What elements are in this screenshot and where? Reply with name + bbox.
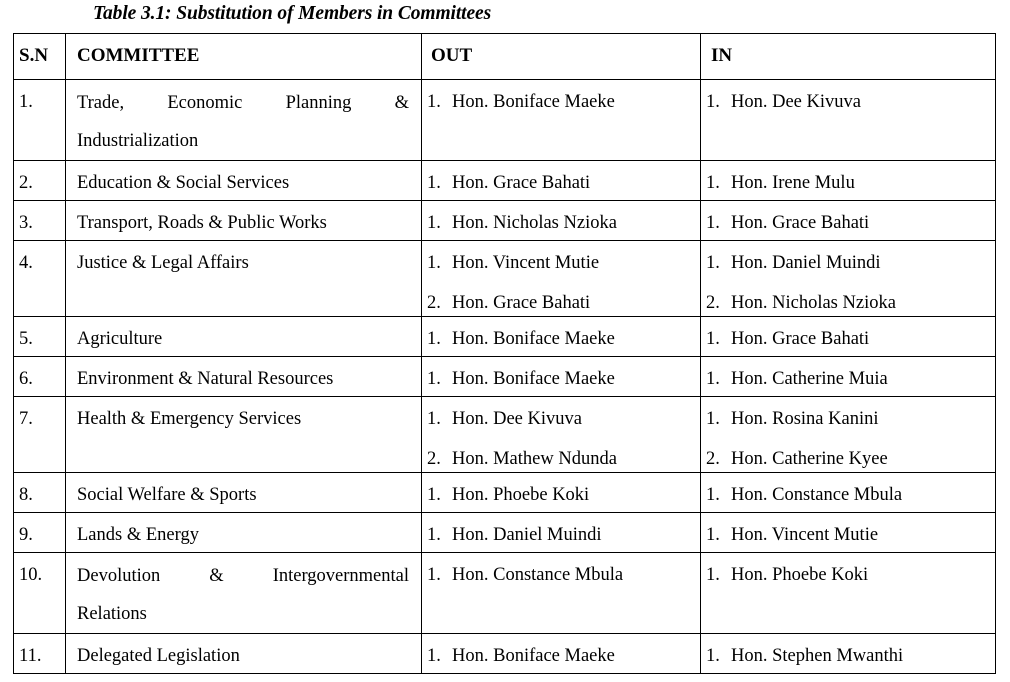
- table-row: [14, 397, 996, 473]
- cell-committee: [66, 241, 422, 317]
- outgoing-member-name: Hon. Grace Bahati: [452, 173, 591, 193]
- list-item-number: 1.: [427, 646, 441, 666]
- committee-name-line: Relations: [77, 604, 147, 624]
- cell-serial-number: [14, 241, 66, 317]
- cell-committee: [66, 553, 422, 634]
- outgoing-member-name: Hon. Boniface Maeke: [452, 646, 615, 666]
- incoming-member-name: Hon. Vincent Mutie: [731, 525, 879, 545]
- incoming-member-name: Hon. Rosina Kanini: [731, 409, 879, 429]
- cell-serial-number: [14, 473, 66, 513]
- serial-number-value: 7.: [19, 409, 33, 429]
- cell-in: [701, 553, 996, 634]
- list-item-number: 1.: [427, 369, 441, 389]
- list-item-number: 2.: [706, 449, 720, 469]
- cell-committee: [66, 80, 422, 161]
- table-row: [14, 317, 996, 357]
- column-header-sn-label: S.N: [19, 45, 49, 66]
- table-row: [14, 161, 996, 201]
- list-item: [422, 170, 700, 196]
- list-item-number: 1.: [427, 329, 441, 349]
- table-header-row: [14, 34, 996, 80]
- outgoing-member-name: Hon. Boniface Maeke: [452, 92, 615, 112]
- serial-number-value: 9.: [19, 525, 33, 545]
- cell-serial-number: [14, 161, 66, 201]
- serial-number-value: 5.: [19, 329, 33, 349]
- cell-in-list: [701, 80, 995, 115]
- cell-out: [422, 241, 701, 317]
- cell-serial-number: [14, 553, 66, 634]
- cell-in-list: [701, 397, 995, 472]
- list-item: [701, 170, 995, 196]
- serial-number-value: 2.: [19, 173, 33, 193]
- list-item-number: 1.: [427, 525, 441, 545]
- incoming-member-name: Hon. Irene Mulu: [731, 173, 855, 193]
- cell-in-list: [701, 161, 995, 196]
- cell-in-list: [701, 357, 995, 392]
- committee-name-line: Agriculture: [77, 329, 163, 349]
- cell-in: [701, 473, 996, 513]
- table-body: [14, 80, 996, 674]
- cell-in-list: [701, 201, 995, 236]
- cell-out-list: [422, 317, 700, 352]
- cell-in-list: [701, 317, 995, 352]
- cell-out: [422, 513, 701, 553]
- list-item-number: 1.: [427, 173, 441, 193]
- list-item: [422, 210, 700, 236]
- cell-out: [422, 553, 701, 634]
- serial-number-value: 1.: [19, 92, 33, 112]
- cell-out-list: [422, 201, 700, 236]
- committee-name: [66, 80, 421, 160]
- committee-name: [66, 553, 421, 633]
- serial-number-value: 4.: [19, 253, 33, 273]
- cell-in: [701, 161, 996, 201]
- cell-out-list: [422, 473, 700, 508]
- list-item-number: 1.: [427, 485, 441, 505]
- outgoing-member-name: Hon. Daniel Muindi: [452, 525, 602, 545]
- cell-out-list: [422, 161, 700, 196]
- cell-out: [422, 317, 701, 357]
- cell-in-list: [701, 513, 995, 548]
- list-item-number: 2.: [706, 293, 720, 313]
- cell-out-list: [422, 634, 700, 669]
- cell-committee: [66, 634, 422, 674]
- incoming-member-name: Hon. Catherine Muia: [731, 369, 888, 389]
- list-item-number: 1.: [427, 409, 441, 429]
- cell-out: [422, 357, 701, 397]
- cell-in: [701, 397, 996, 473]
- table-row: [14, 201, 996, 241]
- cell-in: [701, 513, 996, 553]
- committee-name: [66, 161, 421, 196]
- cell-in-list: [701, 634, 995, 669]
- cell-in: [701, 634, 996, 674]
- incoming-member-name: Hon. Stephen Mwanthi: [731, 646, 904, 666]
- list-item: [701, 210, 995, 236]
- cell-out: [422, 80, 701, 161]
- committee-name-line: Industrialization: [77, 131, 199, 151]
- committee-name: [66, 513, 421, 548]
- column-header-committee-label: COMMITTEE: [77, 45, 200, 66]
- outgoing-member-name: Hon. Constance Mbula: [452, 565, 624, 585]
- list-item: [422, 89, 700, 115]
- cell-committee: [66, 317, 422, 357]
- committee-name: [66, 357, 421, 392]
- list-item: [701, 406, 995, 432]
- table-caption: Table 3.1: Substitution of Members in Committees: [93, 3, 492, 24]
- list-item: [701, 446, 995, 472]
- outgoing-member-name: Hon. Grace Bahati: [452, 293, 591, 313]
- outgoing-member-name: Hon. Mathew Ndunda: [452, 449, 617, 469]
- cell-in: [701, 80, 996, 161]
- cell-committee: [66, 357, 422, 397]
- column-header-out: [422, 34, 701, 80]
- list-item: [701, 562, 995, 588]
- committee-name-line: Devolution & Intergovernmental: [77, 566, 409, 586]
- list-item: [701, 482, 995, 508]
- cell-serial-number: [14, 201, 66, 241]
- committee-name: [66, 201, 421, 236]
- list-item-number: 1.: [706, 92, 720, 112]
- committee-name-line: Social Welfare & Sports: [77, 485, 257, 505]
- committee-name-line: Justice & Legal Affairs: [77, 253, 249, 273]
- outgoing-member-name: Hon. Nicholas Nzioka: [452, 213, 617, 233]
- list-item-number: 1.: [706, 525, 720, 545]
- cell-out: [422, 201, 701, 241]
- cell-out: [422, 397, 701, 473]
- committee-name: [66, 241, 421, 276]
- cell-serial-number: [14, 634, 66, 674]
- cell-out: [422, 473, 701, 513]
- cell-out-list: [422, 513, 700, 548]
- cell-serial-number: [14, 317, 66, 357]
- list-item: [701, 522, 995, 548]
- list-item: [422, 643, 700, 669]
- cell-in-list: [701, 553, 995, 588]
- incoming-member-name: Hon. Daniel Muindi: [731, 253, 881, 273]
- list-item-number: 1.: [706, 253, 720, 273]
- list-item-number: 2.: [427, 293, 441, 313]
- column-header-sn: [14, 34, 66, 80]
- cell-in-list: [701, 473, 995, 508]
- list-item-number: 1.: [706, 485, 720, 505]
- list-item: [422, 562, 700, 588]
- cell-in: [701, 241, 996, 317]
- list-item: [701, 290, 995, 316]
- list-item-number: 1.: [427, 565, 441, 585]
- list-item-number: 1.: [706, 409, 720, 429]
- cell-committee: [66, 473, 422, 513]
- list-item-number: 1.: [706, 173, 720, 193]
- cell-in-list: [701, 241, 995, 316]
- committee-name: [66, 473, 421, 508]
- list-item-number: 1.: [706, 646, 720, 666]
- list-item-number: 1.: [706, 213, 720, 233]
- list-item: [422, 446, 700, 472]
- cell-committee: [66, 161, 422, 201]
- list-item: [701, 89, 995, 115]
- outgoing-member-name: Hon. Boniface Maeke: [452, 369, 615, 389]
- committee-name-line: Lands & Energy: [77, 525, 199, 545]
- column-header-in-label: IN: [711, 45, 733, 66]
- cell-serial-number: [14, 513, 66, 553]
- cell-in: [701, 317, 996, 357]
- outgoing-member-name: Hon. Boniface Maeke: [452, 329, 615, 349]
- committee-name-line: Trade, Economic Planning &: [77, 93, 409, 113]
- incoming-member-name: Hon. Phoebe Koki: [731, 565, 869, 585]
- cell-committee: [66, 513, 422, 553]
- committee-name-line: Health & Emergency Services: [77, 409, 302, 429]
- cell-committee: [66, 397, 422, 473]
- incoming-member-name: Hon. Catherine Kyee: [731, 449, 888, 469]
- incoming-member-name: Hon. Grace Bahati: [731, 329, 870, 349]
- table-row: [14, 80, 996, 161]
- incoming-member-name: Hon. Grace Bahati: [731, 213, 870, 233]
- list-item-number: 1.: [427, 92, 441, 112]
- committee-name-line: Delegated Legislation: [77, 646, 240, 666]
- committee-name: [66, 317, 421, 352]
- list-item: [701, 250, 995, 276]
- list-item: [422, 482, 700, 508]
- outgoing-member-name: Hon. Vincent Mutie: [452, 253, 600, 273]
- committee-name: [66, 634, 421, 669]
- cell-serial-number: [14, 397, 66, 473]
- list-item-number: 1.: [706, 565, 720, 585]
- list-item-number: 1.: [427, 213, 441, 233]
- cell-out-list: [422, 357, 700, 392]
- table-header: [14, 34, 996, 80]
- serial-number-value: 11.: [19, 646, 42, 666]
- list-item-number: 1.: [706, 329, 720, 349]
- table-row: [14, 513, 996, 553]
- cell-committee: [66, 201, 422, 241]
- committee-name: [66, 397, 421, 432]
- cell-serial-number: [14, 357, 66, 397]
- substitution-of-members-table: [13, 33, 996, 674]
- cell-out-list: [422, 397, 700, 472]
- outgoing-member-name: Hon. Phoebe Koki: [452, 485, 590, 505]
- serial-number-value: 3.: [19, 213, 33, 233]
- table-row: [14, 473, 996, 513]
- incoming-member-name: Hon. Dee Kivuva: [731, 92, 861, 112]
- serial-number-value: 10.: [19, 565, 43, 585]
- incoming-member-name: Hon. Nicholas Nzioka: [731, 293, 896, 313]
- table-row: [14, 553, 996, 634]
- committee-name-line: Environment & Natural Resources: [77, 369, 334, 389]
- cell-serial-number: [14, 80, 66, 161]
- list-item-number: 1.: [427, 253, 441, 273]
- list-item: [422, 326, 700, 352]
- list-item: [422, 366, 700, 392]
- list-item-number: 2.: [427, 449, 441, 469]
- table-row: [14, 634, 996, 674]
- list-item: [701, 643, 995, 669]
- serial-number-value: 8.: [19, 485, 33, 505]
- cell-out: [422, 634, 701, 674]
- committee-name-line: Transport, Roads & Public Works: [77, 213, 327, 233]
- list-item-number: 1.: [706, 369, 720, 389]
- list-item: [422, 406, 700, 432]
- cell-in: [701, 201, 996, 241]
- cell-out-list: [422, 553, 700, 588]
- table-row: [14, 241, 996, 317]
- serial-number-value: 6.: [19, 369, 33, 389]
- list-item: [422, 250, 700, 276]
- list-item: [701, 326, 995, 352]
- list-item: [422, 290, 700, 316]
- table-row: [14, 357, 996, 397]
- cell-out-list: [422, 80, 700, 115]
- cell-in: [701, 357, 996, 397]
- column-header-in: [701, 34, 996, 80]
- cell-out: [422, 161, 701, 201]
- list-item: [701, 366, 995, 392]
- outgoing-member-name: Hon. Dee Kivuva: [452, 409, 582, 429]
- column-header-committee: [66, 34, 422, 80]
- column-header-out-label: OUT: [431, 45, 473, 66]
- list-item: [422, 522, 700, 548]
- incoming-member-name: Hon. Constance Mbula: [731, 485, 903, 505]
- cell-out-list: [422, 241, 700, 316]
- committee-name-line: Education & Social Services: [77, 173, 290, 193]
